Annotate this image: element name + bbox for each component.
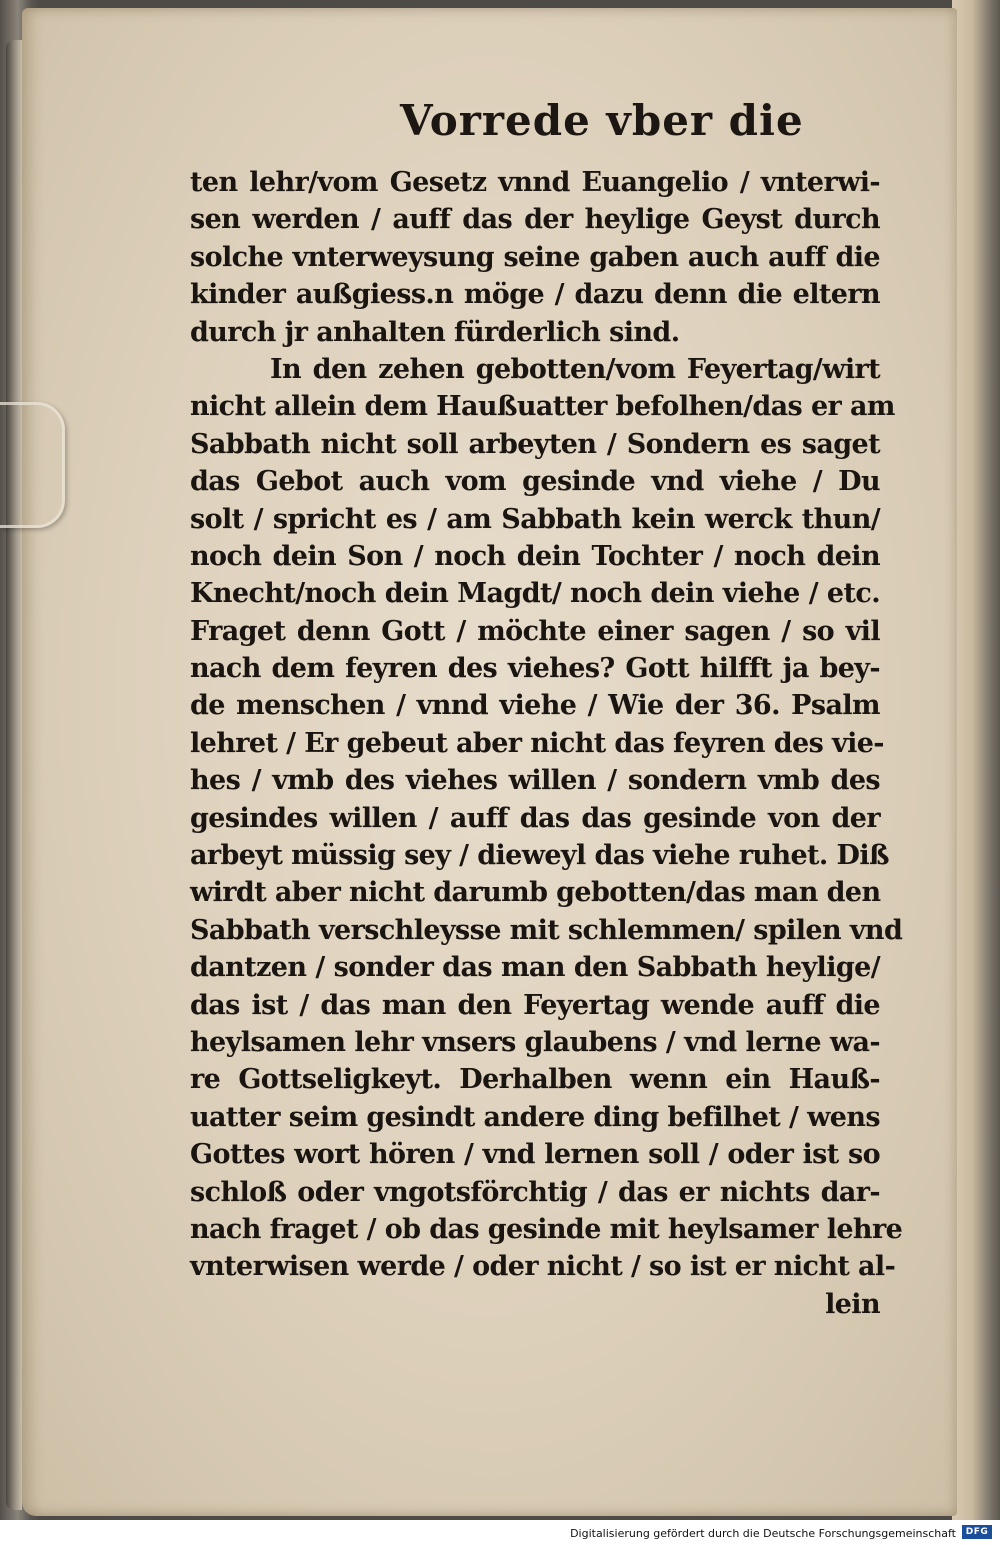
text-line: re Gottseligkeyt. Derhalben wenn ein Hauß-	[190, 1064, 880, 1096]
dfg-logo: DFG	[962, 1525, 992, 1539]
text-block	[190, 164, 910, 1323]
text-line: kinder außgiess.n möge / dazu denn die eltern	[190, 279, 880, 311]
text-line: schloß oder vngotsförchtig / das er nichts dar-	[190, 1176, 880, 1208]
text-line: gesindes willen / auff das das gesinde von der	[190, 802, 880, 834]
text-line: ten lehr/vom Gesetz vnnd Euangelio / vnterwi-	[190, 167, 880, 198]
page-edge	[6, 40, 22, 1510]
footer-credit: Digitalisierung gefördert durch die Deutsche Forschungsgemeinschaft	[570, 1527, 956, 1540]
text-line: lehret / Er gebeut aber nicht das feyren des vie-	[190, 727, 884, 759]
text-line: noch dein Son / noch dein Tochter / noch dein	[190, 540, 880, 572]
text-line: nach dem feyren des viehes? Gott hilfft ja bey-	[190, 653, 880, 685]
text-line: Fraget denn Gott / möchte einer sagen / so vil	[190, 615, 880, 647]
text-line: arbeyt müssig sey / dieweyl das viehe ruhet. Diß	[190, 840, 889, 872]
text-line: heylsamen lehr vnsers glaubens / vnd lerne wa-	[190, 1026, 880, 1058]
book-spine	[952, 0, 1000, 1520]
text-line: de menschen / vnnd viehe / Wie der 36. Psalm	[190, 690, 880, 722]
text-line: Gottes wort hören / vnd lernen soll / oder ist so	[190, 1139, 880, 1171]
clip-mark	[0, 402, 65, 528]
text-line: Sabbath nicht soll arbeyten / Sondern es saget	[190, 428, 880, 460]
text-line: uatter seim gesindt andere ding befilhet / wens	[190, 1101, 880, 1133]
text-line: sen werden / auff das der heylige Geyst durch	[190, 204, 880, 236]
page-content	[190, 96, 910, 1323]
catchword: lein	[825, 1288, 880, 1320]
text-line: das Gebot auch vom gesinde vnd viehe / Du	[190, 466, 880, 498]
text-line: Sabbath verschleysse mit schlemmen/ spilen vnd	[190, 914, 903, 946]
text-line: dantzen / sonder das man den Sabbath heylige/	[190, 952, 880, 984]
running-head: Vorrede vber die	[400, 96, 804, 145]
text-line: nach fraget / ob das gesinde mit heylsamer lehre	[190, 1213, 903, 1245]
text-line: wirdt aber nicht darumb gebotten/das man den	[190, 877, 881, 909]
text-line: hes / vmb des viehes willen / sondern vmb des	[190, 765, 880, 797]
text-line: nicht allein dem Haußuatter befolhen/das er am	[190, 391, 895, 423]
text-line: solt / spricht es / am Sabbath kein werck thun/	[190, 503, 880, 535]
text-line: durch jr anhalten fürderlich sind.	[190, 316, 680, 348]
text-line: Knecht/noch dein Magdt/ noch dein viehe / etc.	[190, 578, 880, 610]
text-line: vnterwisen werde / oder nicht / so ist er nicht al-	[190, 1251, 896, 1283]
text-line: In den zehen gebotten/vom Feyertag/wirt	[270, 353, 880, 385]
text-line: das ist / das man den Feyertag wende auff die	[190, 989, 880, 1021]
text-line: solche vnterweysung seine gaben auch auff die	[190, 241, 880, 273]
